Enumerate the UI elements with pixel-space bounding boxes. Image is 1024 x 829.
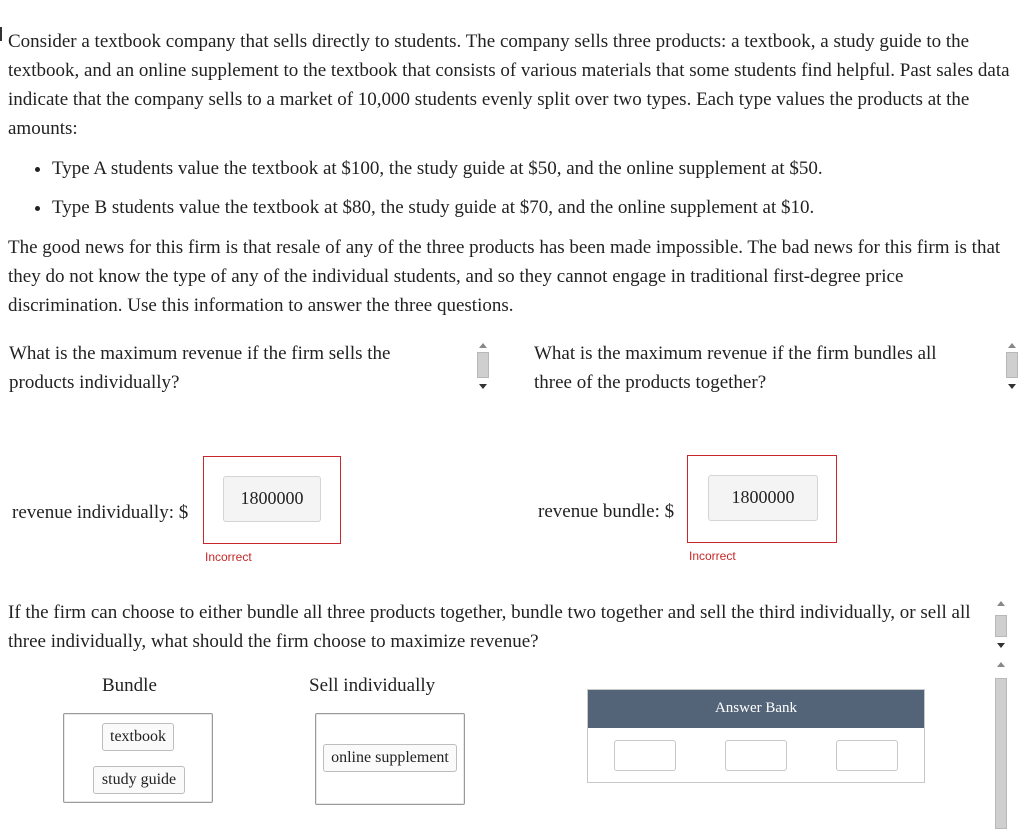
bundle-drop-zone[interactable] — [63, 713, 213, 803]
revenue-individually-frame — [203, 456, 341, 544]
scroll-up-icon[interactable] — [1008, 343, 1016, 348]
scroll-down-icon[interactable] — [479, 384, 487, 389]
valuation-type-b: • Type B students value the textbook at $80, the study guide at $70, and the online supplement at $10. — [52, 194, 1020, 222]
scroll-down-icon[interactable] — [1008, 384, 1016, 389]
answer-bank-slot[interactable] — [836, 740, 898, 771]
chip-textbook[interactable]: textbook — [102, 723, 174, 751]
scroll-thumb[interactable] — [477, 352, 489, 378]
problem-intro — [8, 27, 1020, 320]
question-3-scrollbar[interactable] — [994, 601, 1008, 653]
revenue-bundle-feedback: Incorrect — [689, 549, 736, 563]
scroll-thumb[interactable] — [995, 678, 1007, 829]
scroll-thumb[interactable] — [1006, 352, 1018, 378]
scroll-up-icon[interactable] — [479, 343, 487, 348]
valuation-type-a: • Type A students value the textbook at $100, the study guide at $50, and the online supplement at $50. — [52, 155, 1020, 183]
valuation-list — [8, 155, 1020, 222]
revenue-bundle-label: revenue bundle: $ — [538, 501, 675, 522]
question-2-text: What is the maximum revenue if the firm bundles all three of the products together? — [534, 343, 937, 393]
sell-individually-drop-zone[interactable] — [315, 713, 465, 805]
scroll-thumb[interactable] — [995, 615, 1007, 637]
question-1-text: What is the maximum revenue if the firm sells the products individually? — [9, 343, 391, 393]
revenue-bundle-input[interactable]: 1800000 — [708, 475, 818, 521]
chip-study-guide[interactable]: study guide — [93, 766, 185, 794]
revenue-individually-feedback: Incorrect — [205, 550, 252, 564]
question-2-scrollbar[interactable] — [1005, 343, 1019, 395]
question-3-text: If the firm can choose to either bundle all three products together, bundle two together and sell the third individually, or sell all three individually, what should the firm choose to maximize revenue? — [8, 602, 971, 652]
sell-individually-heading: Sell individually — [309, 675, 436, 696]
intro-paragraph-2: The good news for this firm is that resale of any of the three products has been made impossible. The bad news for this firm is that they do not know the type of any of the individual students, and so they cannot engage in traditional first-degree price discrimination. Use this information to answer the three questions. — [8, 237, 1001, 316]
intro-paragraph-1: Consider a textbook company that sells directly to students. The company sells three products: a textbook, a study guide to the textbook, and an online supplement to the textbook that consists of various materials that some students find helpful. Past sales data indicate that the company sells to a market of 10,000 students evenly split over two types. Each type values the products at the amounts: — [8, 31, 1010, 139]
revenue-individually-label: revenue individually: $ — [12, 502, 189, 523]
scroll-down-icon[interactable] — [997, 643, 1005, 648]
page-scrollbar[interactable] — [994, 662, 1008, 827]
answer-bank — [587, 689, 925, 783]
scroll-up-icon[interactable] — [997, 601, 1005, 606]
revenue-individually-input[interactable]: 1800000 — [223, 476, 321, 522]
revenue-bundle-frame — [687, 455, 837, 543]
answer-bank-slot[interactable] — [614, 740, 676, 771]
scroll-up-icon[interactable] — [997, 662, 1005, 667]
answer-bank-slot[interactable] — [725, 740, 787, 771]
left-edge-marker — [0, 27, 2, 41]
answer-bank-title: Answer Bank — [588, 690, 924, 728]
bundle-heading: Bundle — [102, 675, 157, 696]
chip-online-supplement[interactable]: online supplement — [323, 744, 457, 772]
question-1-scrollbar[interactable] — [476, 343, 490, 395]
